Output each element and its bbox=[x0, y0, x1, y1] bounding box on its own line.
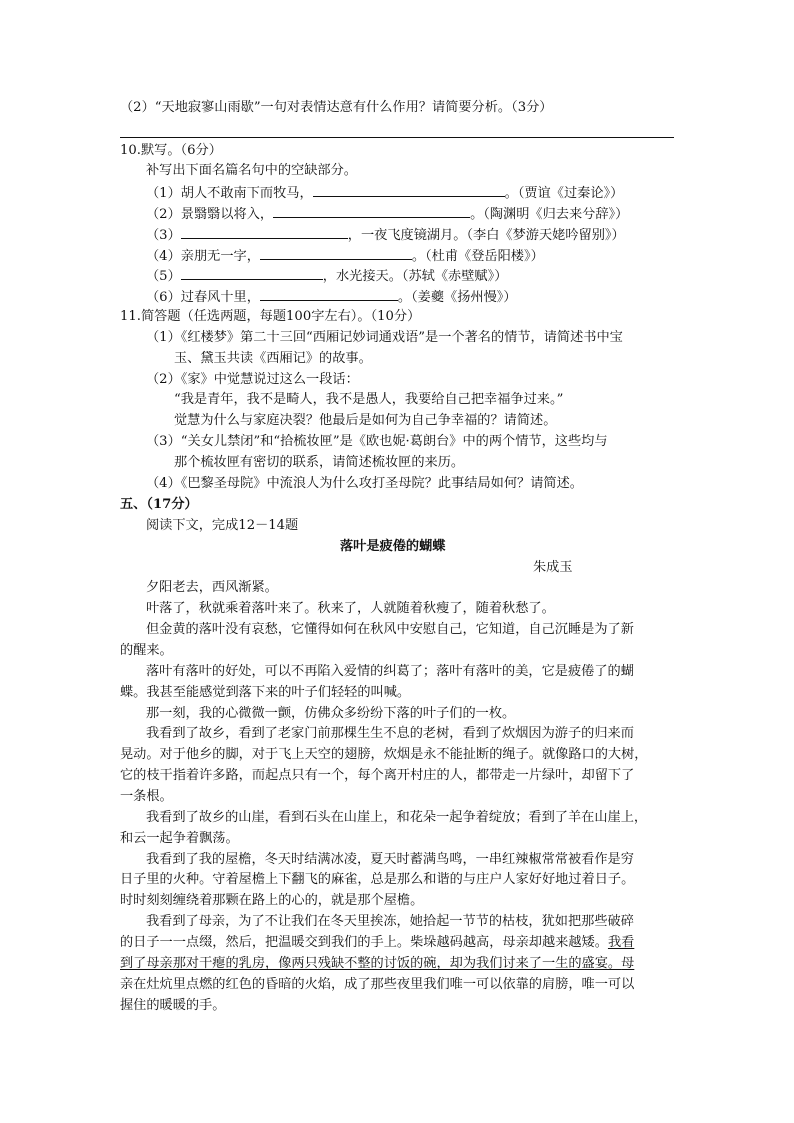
paragraph-line: 蝶。我甚至能感觉到落下来的叶子们轻轻的叫喊。 bbox=[120, 685, 411, 700]
dictation-blank-1[interactable] bbox=[313, 182, 505, 197]
dictation-item-1-pre: （1）胡人不敢南下而牧马， bbox=[146, 186, 313, 201]
paragraph-line: 叶落了，秋就乘着落叶来了。秋来了，人就随着秋瘦了，随着秋愁了。 bbox=[146, 601, 555, 616]
dictation-item-3-pre: （3） bbox=[146, 228, 181, 243]
short-answer-line: （4）《巴黎圣母院》中流浪人为什么攻打圣母院？此事结局如何？请简述。 bbox=[146, 476, 583, 491]
paragraph-line: 晃动。对于他乡的脚，对于飞上天空的翅膀，炊烟是永不能扯断的绳子。就像路口的大树， bbox=[120, 747, 648, 762]
short-answer-line: “我是青年，我不是畸人，我不是愚人，我要给自己把幸福争过来。” bbox=[174, 392, 564, 407]
paragraph-line: 落叶有落叶的好处，可以不再陷入爱情的纠葛了；落叶有落叶的美，它是疲倦了的蝴 bbox=[146, 664, 634, 679]
paragraph-line: 一条根。 bbox=[120, 789, 173, 804]
short-answer-line: （2）《家》中觉慧说过这么一段话： bbox=[146, 372, 359, 387]
dictation-item-4-pre: （4）亲朋无一字， bbox=[146, 249, 260, 264]
reading-instruction: 阅读下文，完成12－14题 bbox=[146, 518, 299, 533]
paragraph-line: 和云一起争着飘荡。 bbox=[120, 831, 239, 846]
dictation-item-1 bbox=[146, 182, 623, 204]
dictation-item-6 bbox=[146, 286, 517, 308]
underlined-sentence: 到了母亲那对干瘪的乳房，像两只残缺不整的讨饭的碗，却为我们讨来了一生的盛宴。 bbox=[120, 956, 622, 971]
dictation-blank-2[interactable] bbox=[273, 203, 470, 218]
dictation-item-6-post: 。（姜夔《扬州慢》） bbox=[397, 290, 517, 305]
short-answer-line: 那个梳妆匣有密切的联系，请简述梳妆匣的来历。 bbox=[174, 455, 465, 470]
paragraph-line: 亲在灶炕里点燃的红色的昏暗的火焰，成了那些夜里我们唯一可以依靠的肩膀，唯一可以 bbox=[120, 977, 635, 992]
dictation-item-6-pre: （6）过春风十里， bbox=[146, 290, 260, 305]
paragraph-line bbox=[120, 954, 634, 974]
paragraph-line: 但金黄的落叶没有哀愁，它懂得如何在秋风中安慰自己，它知道，自己沉睡是为了新 bbox=[146, 622, 634, 637]
paragraph-line: 那一刻，我的心微微一颤，仿佛众多纷纷下落的叶子们的一枚。 bbox=[146, 706, 516, 721]
short-answer-line: （3）“关女儿禁闭”和“拾梳妆匣”是《欧也妮·葛朗台》中的两个情节，这些均与 bbox=[146, 434, 608, 449]
paragraph-line: 我看到了我的屋檐，冬天时结满冰凌，夏天时蓄满鸟鸣，一串红辣椒常常被看作是穷 bbox=[146, 852, 634, 867]
dictation-item-3 bbox=[146, 224, 625, 246]
paragraph-line: 我看到了母亲，为了不让我们在冬天里挨冻，她拾起一节节的枯枝，犹如把那些破碎 bbox=[146, 914, 634, 929]
short-answer-header: 11.简答题（任选两题，每题100字左右）。（10分） bbox=[120, 309, 421, 324]
answer-line bbox=[120, 137, 674, 138]
dictation-blank-4[interactable] bbox=[260, 245, 412, 260]
article-title: 落叶是疲倦的蝴蝶 bbox=[340, 539, 446, 554]
short-answer-line: （1）《红楼梦》第二十三回“西厢记妙词通戏语”是一个著名的情节，请简述书中宝 bbox=[146, 330, 623, 345]
paragraph-line: 夕阳老去，西风渐紧。 bbox=[146, 580, 278, 595]
dictation-item-2-post: 。（陶渊明《归去来兮辞》） bbox=[470, 207, 629, 222]
dictation-item-5-post: ，水光接天。（苏轼《赤壁赋》） bbox=[322, 269, 508, 284]
section-header: 五、（17分） bbox=[120, 497, 198, 512]
article-author: 朱成玉 bbox=[533, 560, 573, 575]
underlined-sentence-next: 母 bbox=[621, 956, 635, 971]
paragraph-line bbox=[120, 933, 634, 953]
paragraph-line: 日子里的火种。守着屋檐上下翻飞的麻雀，总是那么和谐的与庄户人家好好地过着日子。 bbox=[120, 872, 635, 887]
dictation-item-5-pre: （5） bbox=[146, 269, 181, 284]
paragraph-line: 我看到了故乡的山崖，看到石头在山崖上，和花朵一起争着绽放；看到了羊在山崖上， bbox=[146, 810, 648, 825]
question-2-analysis: （2）“天地寂寥山雨歇”一句对表情达意有什么作用？请简要分析。（3分） bbox=[120, 100, 553, 115]
dictation-blank-3[interactable] bbox=[181, 224, 348, 239]
dictation-blank-6[interactable] bbox=[260, 286, 398, 301]
paragraph-line: 它的枝干指着许多路，而起点只有一个，每个离开村庄的人，都带走一片绿叶，却留下了 bbox=[120, 768, 635, 783]
paragraph-line: 握住的暖暖的手。 bbox=[120, 998, 226, 1013]
dictation-item-2-pre: （2）景翳翳以将入， bbox=[146, 207, 274, 222]
paragraph-text: 的日子一一点缀，然后，把温暖交到我们的手上。柴垛越码越高，母亲却越来越矮。 bbox=[120, 935, 608, 950]
short-answer-line: 玉、黛玉共读《西厢记》的故事。 bbox=[174, 351, 372, 366]
dictation-item-4-post: 。（杜甫《登岳阳楼》） bbox=[411, 249, 544, 264]
dictation-item-2 bbox=[146, 203, 628, 225]
short-answer-line: 觉慧为什么与家庭决裂？他最后是如何为自己争幸福的？请简述。 bbox=[174, 413, 557, 428]
paragraph-line: 的醒来。 bbox=[120, 643, 173, 658]
dictation-instruction: 补写出下面名篇名句中的空缺部分。 bbox=[146, 163, 357, 178]
dictation-item-4 bbox=[146, 245, 544, 267]
dictation-item-3-post: ，一夜飞度镜湖月。（李白《梦游天姥吟留别》） bbox=[347, 228, 625, 243]
paragraph-line: 我看到了故乡，看到了老家门前那棵生生不息的老树，看到了炊烟因为游子的归来而 bbox=[146, 726, 634, 741]
dictation-item-1-post: 。（贾谊《过秦论》） bbox=[504, 186, 624, 201]
dictation-blank-5[interactable] bbox=[181, 265, 323, 280]
dictation-item-5 bbox=[146, 265, 507, 287]
dictation-header: 10.默写。（6分） bbox=[120, 143, 222, 158]
paragraph-line: 时时刻刻缠绕着那颗在路上的心的，就是那个屋檐。 bbox=[120, 893, 424, 908]
underlined-sentence-start: 我看 bbox=[607, 935, 635, 950]
